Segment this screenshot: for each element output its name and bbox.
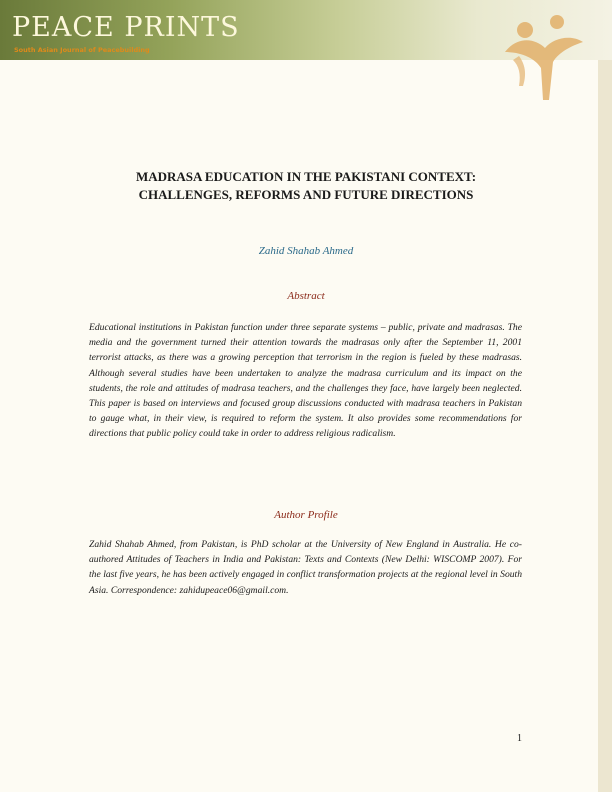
author-name: Zahid Shahab Ahmed xyxy=(258,245,354,257)
abstract-text: Educational institutions in Pakistan function under three separate systems – public, private and madrasas. The media and the government turned their attention towards the madrasas only after the September 11, 2001 terrorist attacks, as there was a growing perception that terrorism in the region is fueled by these madrasas. Although several studies have been undertaken to analyze the madrasa curriculum and its impact on the students, the role and attitudes of madrasa teachers, and the challenges they face, have largely been neglected. This paper is based on interviews and focused group discussions conducted with madrasa teachers in Pakistan to gauge what, in their view, is required to reform the system. It also provides some recommendations for directions that public policy could take in order to address religious radicalism. xyxy=(89,322,522,440)
paper-title xyxy=(60,168,552,204)
abstract-heading: Abstract xyxy=(287,290,325,302)
peace-figures-logo-icon xyxy=(495,8,585,104)
right-margin-rule xyxy=(598,60,612,792)
paper-title-line-1: MADRASA EDUCATION IN THE PAKISTANI CONTEXT: xyxy=(135,169,477,184)
journal-name: PEACE PRINTS xyxy=(12,12,240,43)
paper-title-line-2: CHALLENGES, REFORMS AND FUTURE DIRECTIONS xyxy=(138,187,474,202)
author-profile-heading: Author Profile xyxy=(274,509,338,521)
journal-tagline: South Asian Journal of Peacebuilding xyxy=(14,46,150,54)
page-number: 1 xyxy=(517,733,522,744)
author-profile-text: Zahid Shahab Ahmed, from Pakistan, is PhD scholar at the University of New England in Australia. He co-authored Attitudes of Teachers in India and Pakistan: Texts and Contexts (New Delhi: WISCOMP 2007). For the last five years, he has been actively engaged in conflict transformation projects at the regional level in South Asia. Correspondence: zahidupeace06@gmail.com. xyxy=(89,539,522,596)
